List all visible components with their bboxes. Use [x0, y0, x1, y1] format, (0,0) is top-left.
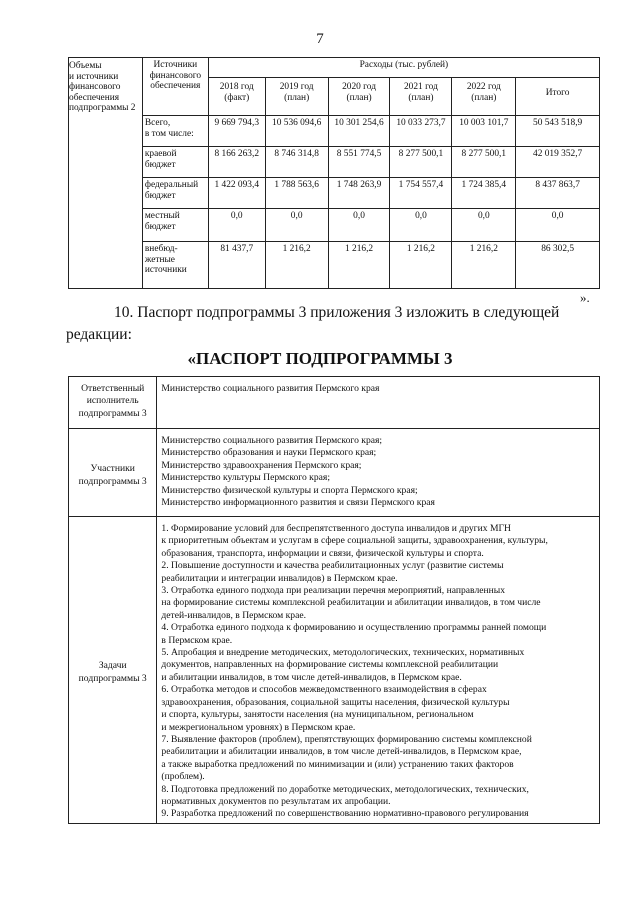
value-cell: 8 277 500,1: [390, 147, 452, 178]
value-cell: 10 536 094,6: [265, 116, 328, 147]
value-cell: 10 301 254,6: [328, 116, 390, 147]
task-line: нормативных документов по результатам их апробации.: [161, 795, 391, 807]
value-cell: 10 003 101,7: [452, 116, 516, 147]
paragraph-line: редакции:: [66, 326, 132, 343]
value-cell: 0,0: [452, 209, 516, 242]
table-row: [69, 209, 600, 242]
value-cell: 8 551 774,5: [328, 147, 390, 178]
source-cell: краевой бюджет: [142, 147, 208, 178]
task-line: 7. Выявление факторов (проблем), препятствующих формированию системы комплексной: [161, 733, 532, 745]
closing-quote: ».: [580, 290, 590, 305]
task-line: 3. Отработка единого подхода при реализации перечня мероприятий, направленных: [161, 585, 506, 597]
table-row: [69, 517, 600, 824]
table-row: [69, 116, 600, 147]
value-cell: 9 669 794,3: [208, 116, 265, 147]
source-cell: внебюд- жетные источники: [142, 242, 208, 289]
table-row: [69, 242, 600, 289]
task-line: а также выработка предложений по минимизации и (или) устранению таких факторов: [161, 758, 514, 770]
participants-label: Участники подпрограммы 3: [69, 429, 157, 517]
value-cell: 1 748 263,9: [328, 178, 390, 209]
value-cell: 42 019 352,7: [516, 147, 600, 178]
task-line: 8. Подготовка предложений по доработке методических, методологических, технических,: [161, 783, 529, 795]
value-cell: 86 302,5: [516, 242, 600, 289]
task-line: здравоохранения, образования, социальной защиты населения, физической культуры: [161, 696, 510, 708]
table-row: [69, 377, 600, 429]
finance-table: [68, 57, 600, 289]
tasks-value: [157, 517, 600, 824]
task-line: 6. Отработка методов и способов межведомственного взаимодействия в сферах: [161, 684, 487, 696]
expenses-caption: Расходы (тыс. рублей): [208, 58, 599, 78]
value-cell: 81 437,7: [208, 242, 265, 289]
task-line: и абилитации инвалидов, в том числе детей-инвалидов, в Пермском крае.: [161, 671, 462, 683]
tasks-label: Задачи подпрограммы 3: [69, 517, 157, 824]
task-line: 5. Апробация и внедрение методических, методологических, технических, нормативных: [161, 647, 525, 659]
value-cell: 1 216,2: [265, 242, 328, 289]
value-cell: 1 216,2: [328, 242, 390, 289]
value-cell: 1 216,2: [390, 242, 452, 289]
executor-value: Министерство социального развития Пермского края: [157, 377, 600, 429]
year-header: 2019 год (план): [265, 78, 328, 116]
value-cell: 0,0: [516, 209, 600, 242]
source-header: Источники финансового обеспечения: [142, 58, 208, 116]
passport-table: [68, 376, 600, 824]
year-header: 2020 год (план): [328, 78, 390, 116]
value-cell: 0,0: [390, 209, 452, 242]
task-line: и спорта, культуры, занятости населения (на муниципальном, региональном: [161, 709, 474, 721]
finance-row-label: Объемы и источники финансового обеспечения подпрограммы 2: [69, 58, 143, 289]
table-row: [69, 147, 600, 178]
table-row: [69, 178, 600, 209]
amendment-paragraph: [66, 302, 600, 346]
year-header: 2022 год (план): [452, 78, 516, 116]
task-line: документов, направленных на формирование системы комплексной реабилитации: [161, 659, 499, 671]
value-cell: 1 422 093,4: [208, 178, 265, 209]
value-cell: 8 277 500,1: [452, 147, 516, 178]
value-cell: 1 724 385,4: [452, 178, 516, 209]
task-line: 4. Отработка единого подхода к формированию и осуществлению программы ранней помощи: [161, 622, 547, 634]
value-cell: 0,0: [208, 209, 265, 242]
task-line: реабилитации и интеграции инвалидов) в Пермском крае.: [161, 572, 398, 584]
year-header: 2018 год (факт): [208, 78, 265, 116]
table-row: [69, 429, 600, 517]
paragraph-line: 10. Паспорт подпрограммы 3 приложения 3 изложить в следующей: [114, 304, 560, 321]
value-cell: 10 033 273,7: [390, 116, 452, 147]
value-cell: 50 543 518,9: [516, 116, 600, 147]
task-line: 1. Формирование условий для беспрепятственного доступа инвалидов и других МГН: [161, 523, 511, 534]
task-line: и межрегиональном уровнях) в Пермском крае.: [161, 721, 356, 733]
value-cell: 1 788 563,6: [265, 178, 328, 209]
participants-value: Министерство социального развития Пермского края; Министерство образования и науки Пермского края; Министерство здравоохранения Пермского края; Министерство культуры Пермского края; Министерство физической культуры и спорта Пермского края; Министерство информационного развития и связи Пермского края: [157, 429, 600, 517]
task-line: реабилитации и абилитации инвалидов, в том числе детей-инвалидов, в Пермском крае,: [161, 746, 522, 758]
value-cell: 0,0: [328, 209, 390, 242]
value-cell: 8 166 263,2: [208, 147, 265, 178]
value-cell: 1 216,2: [452, 242, 516, 289]
passport-title: «ПАСПОРТ ПОДПРОГРАММЫ 3: [187, 349, 453, 368]
value-cell: 0,0: [265, 209, 328, 242]
task-line: 9. Разработка предложений по совершенствованию нормативно-правового регулирования: [161, 808, 529, 820]
task-line: (проблем).: [161, 771, 205, 783]
value-cell: 8 437 863,7: [516, 178, 600, 209]
source-cell: Всего, в том числе:: [142, 116, 208, 147]
total-header: Итого: [516, 78, 600, 116]
page-number: 7: [316, 31, 324, 47]
task-line: на формирование системы комплексной реабилитации и абилитации инвалидов, в том числе: [161, 597, 541, 609]
year-header: 2021 год (план): [390, 78, 452, 116]
task-line: 2. Повышение доступности и качества реабилитационных услуг (развитие системы: [161, 560, 504, 572]
value-cell: 1 754 557,4: [390, 178, 452, 209]
task-line: детей-инвалидов, в Пермском крае.: [161, 609, 306, 621]
task-line: к приоритетным объектам и услугам в сфере социальной защиты, здравоохранения, культуры,: [161, 535, 548, 547]
source-cell: местный бюджет: [142, 209, 208, 242]
executor-label: Ответственный исполнитель подпрограммы 3: [69, 377, 157, 429]
task-line: образования, транспорта, информации и связи, физической культуры и спорта.: [161, 547, 484, 559]
task-line: в Пермском крае.: [161, 634, 233, 646]
value-cell: 8 746 314,8: [265, 147, 328, 178]
source-cell: федеральный бюджет: [142, 178, 208, 209]
